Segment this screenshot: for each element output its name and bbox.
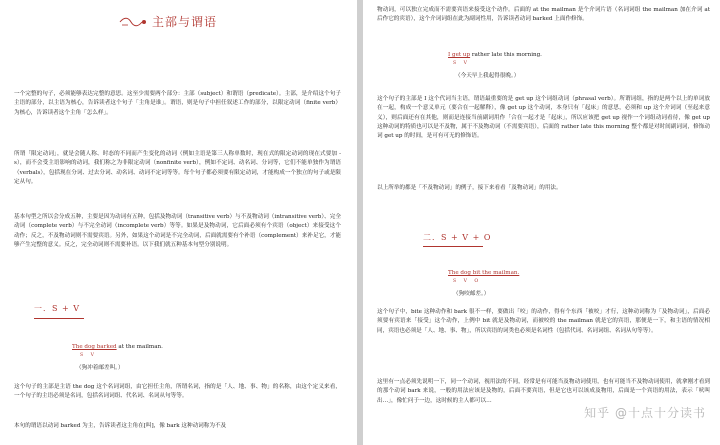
section-heading: 一．S + V bbox=[34, 304, 81, 313]
paragraph-text: 这个句子的主部是主语 the dog 这个名词词组，由它担任主角，所谓名词，指的是「人、地、事、物」的名称，由这个定义来看，一个句子的主语必须是名词，包括名词词组、代名词、名词从句等等。 bbox=[14, 384, 341, 400]
section-heading: 二．S + V + O bbox=[423, 233, 492, 242]
paragraph bbox=[14, 150, 341, 187]
example-rest: rather late this morning. bbox=[470, 52, 542, 58]
example-subject-verb: I get up bbox=[448, 52, 471, 58]
left-page bbox=[0, 0, 357, 445]
example-sv-marker: S V bbox=[453, 61, 470, 66]
paragraph bbox=[377, 184, 710, 193]
example-sentence bbox=[72, 344, 163, 350]
paragraph-text: 基本句型之所以会分成五种，主要是因为动词有五种，包括及物动词（transitive verb）与不及物动词（intransitive verb）、完全动词（complete verb）与不完全动词（incomplete verb）等等。如果是及物动词，它后面必须有个宾语（object）来接受这个动作；反之，不及物动词则不需要宾语。另外，如果这个动词是不完全动词，后面就需要有个补语（complement）来补足它，才能够产生完整的意义。反之，完全动词则不需要补语。以下我们就五种基本句型分别说明。 bbox=[14, 214, 341, 248]
paragraph bbox=[377, 378, 710, 406]
paragraph-text: 这个句子的主部是 I 这个代词当主语，谓语最重要的是 get up 这个词组动词（phrasal verb）。所谓词组，指的是两个以上的单词放在一起，构成一个意义单元（要合在一起解释），像 get up 这个动词，本身只有「起床」的意思，必须和 up 这个介词词（至起来意义），则后面还有在其他，则而是连接当前副词用作「合在一起才是「起床」，所以应该把 get up 视作一个词组动词看待，像 get up 这种动词的特质也可以是不及物，属于不及物动词（不需要宾语），后面的 rather late this morning 整个都是对时间副词词，修饰动词 get up 的时间，是可有可无的修饰语。 bbox=[377, 96, 710, 140]
right-page bbox=[363, 0, 720, 445]
example-subject-verb: The dog barked bbox=[72, 344, 117, 350]
paragraph-text: 一个完整的句子，必须能够表达完整的意思。这至少需要两个部分：主部（subject）和谓语（predicate）。主部，是介绍这个句子主语的部分，以主语为核心，告诉读者这个句子「主角是谁」。谓语，则是句子中担任叙述工作的部分，以限定动词（finite verb）为核心，告诉读者这个主角「怎么样」。 bbox=[14, 91, 341, 116]
example-translation: （狗冲着邮差叫。） bbox=[76, 365, 124, 371]
paragraph bbox=[377, 308, 710, 336]
example-sentence-text: The dog bit the mailman. bbox=[448, 270, 520, 276]
paragraph bbox=[377, 95, 710, 141]
example-sentence bbox=[448, 52, 542, 58]
paragraph-text: 所谓「限定动词」，就是会随人称、时态的不同而产生变化的动词（例如主语是第三人称单数时，现在式的限定动词的现在式要加 -s），而不会受主语影响的动词，我们称之为非限定动词（nonfinite verb），例如不定词、动名词、分词等，它们不能单独作为谓语（verbals），包括现在分词、过去分词、动名词、动词不定词等等。每个句子都必须要有限定动词，才能构成一个独立的句子或是限定从句。 bbox=[14, 151, 341, 185]
ornament-icon bbox=[118, 16, 148, 28]
paragraph-text: 物动词，可以独立完成而不需要宾语来接受这个动作。后面的 at the mailman 是个介词片语（名词词组 the mailman 加在介词 at 后作它的宾语），这个介词词组在此为副词性用，告诉读者动词 barked 上面作修饰。 bbox=[377, 7, 710, 23]
paragraph-text: 这个句子中，bite 这种动作和 bark 很不一样，要做出「咬」的动作，得有个东西「被咬」才行，这种动词称为「及物动词」，后面必须要有宾语来「接受」这个动作，上例中 bit 就是及物动词，而被咬的 the mailman 就是它的宾语，那便是一下，和主语的情况相同，宾语也必须是「人、地、事、物」，所以宾语的词类也必须是名词性（包括代词、名词词组、名词从句等等）。 bbox=[377, 309, 710, 334]
paragraph bbox=[377, 6, 710, 25]
paragraph-text: 这里有一点必须先说明一下，同一个动词，视用法的不同，经常是有可能当及物动词使用，也有可能当不及物动词使用，就拿刚才看到的那个动词 bark 来说，一般的用法应该是及物的，后面不要宾语，但是它也可以该成及物用，后面是一个宾语的用法，表示「吠叫出…」，像忙问于一边，这时候的主人都可以… bbox=[377, 379, 710, 404]
paragraph bbox=[14, 422, 341, 431]
example-rest: at the mailman. bbox=[116, 344, 163, 350]
paragraph-text: 以上所举的都是「不及物动词」的例子，接下来看看「及物动词」的用法。 bbox=[377, 185, 562, 191]
paragraph bbox=[14, 90, 341, 118]
chapter-title: 主部与谓语 bbox=[152, 15, 218, 29]
example-sentence bbox=[448, 270, 519, 276]
section-divider bbox=[34, 318, 84, 319]
paragraph bbox=[14, 383, 341, 402]
paragraph-text: 本句的谓语以动词 barked 为主，告诉读者这主角在[叫]，像 bark 这种动词称为不及 bbox=[14, 423, 227, 429]
example-sv-marker: S V O bbox=[453, 279, 482, 284]
example-sv-marker: S V bbox=[80, 353, 97, 358]
watermark: 知乎 @十点十分读书 bbox=[584, 406, 706, 420]
example-translation: （今天早上我起得很晚。） bbox=[455, 73, 520, 79]
paragraph bbox=[14, 213, 341, 250]
section-divider bbox=[423, 246, 483, 247]
example-translation: （狗咬邮差。） bbox=[453, 291, 490, 297]
chapter-title-row bbox=[118, 13, 217, 30]
